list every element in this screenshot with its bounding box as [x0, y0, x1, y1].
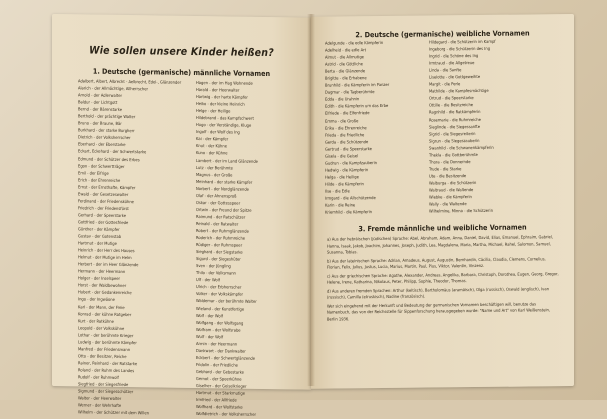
name-entry: Walter - der Heerwalter — [78, 395, 122, 402]
name-entry: Erich - der Ehrenreiche — [78, 177, 121, 183]
name-entry: Waltraud - die Waltende — [429, 187, 474, 193]
name-entry: Lutz - der Berühmte — [196, 164, 233, 171]
name-entry: Helga - die Heilige — [325, 174, 359, 180]
name-entry: Astrid - die Göttliche — [325, 61, 363, 67]
name-entry: Swanhild - die Schwanenkämpferin — [429, 144, 494, 151]
name-entry: Rosemarie - die Ruhmreiche — [429, 116, 481, 123]
name-entry: Alarich - der Allmächtige, Allherrscher — [78, 85, 149, 92]
name-entry: Holger - der Inselspeer — [78, 275, 121, 282]
name-entry: Ernst - der Ernsthafte, Kämpfer — [78, 184, 136, 190]
name-entry: Adalbert, Albert, Albrecht - Aelbrecht, Edel-, Glänzender — [78, 78, 182, 85]
name-entry: Volker - der Volkskämpfer — [196, 291, 244, 298]
name-entry: Sigmund - der Siegesschützer — [78, 388, 134, 395]
female-names-column-1 — [325, 39, 429, 216]
name-entry: Ilse - die Edle — [325, 188, 350, 194]
name-entry: Leopold - der Volkskühne — [78, 325, 125, 331]
name-entry: Fridolin - der Friedliche — [196, 361, 238, 368]
name-entry: Rudolf - der Ruhmwolf — [78, 374, 119, 380]
name-entry: Erika - die Ehrenreiche — [325, 124, 367, 131]
name-entry: Arnold - der Adlerwalter — [78, 92, 122, 99]
name-entry: Burkhard - der starke Burgherr — [78, 127, 135, 134]
name-entry: Helmut - der Mutige im Helm — [78, 254, 132, 261]
name-entry: Giselher - der Geiselkrieger — [196, 383, 247, 389]
male-names-column-1 — [78, 77, 196, 417]
name-entry: Horst - der Waldbewohner — [78, 282, 127, 289]
name-entry: Lambert - der im Land Glänzende — [196, 157, 258, 164]
name-entry: Helge - der Heilige — [196, 108, 231, 114]
name-entry: Eckbert - der Schwertglänzende — [196, 354, 256, 361]
name-entry: Walburga - die Schützerin — [429, 179, 477, 186]
right-page — [311, 14, 574, 389]
name-entry: Hartmut - der Starkmutige — [196, 390, 245, 396]
name-entry: Olaf - der Ahnensproß — [196, 192, 237, 199]
name-entry: Ulrich - der Erbherrscher — [196, 284, 242, 291]
name-entry: Kurt - der Ratkühne — [78, 317, 114, 324]
name-entry: Irmfried - der Allfriede — [196, 397, 237, 403]
name-entry: Heiko - der kleine Heinrich — [196, 101, 245, 107]
name-entry: Ingo - der Ingwäone — [78, 296, 115, 303]
name-entry: Wally - die Waltende — [429, 201, 467, 207]
name-entry: Wieland - der Kunstfertige — [196, 305, 245, 312]
name-entry: Siegfried - der Siegesfriede — [78, 381, 129, 388]
name-entry: Ortrud - die Speerstarke — [429, 95, 474, 101]
name-entry: Karl - der Mann, der Freie — [78, 303, 125, 310]
name-entry: Hedwig - die Kämpferin — [325, 166, 369, 173]
name-entry: Meinhard - der starke Kämpfer — [196, 178, 253, 185]
name-entry: Edda - die Urahnin — [325, 96, 360, 102]
name-entry: Friedrich - der Friedensfürst — [78, 205, 129, 211]
name-entry: Hartmut - der Mutige — [78, 240, 117, 246]
name-entry: Irmgard - die Allschützende — [325, 195, 376, 201]
name-entry: Ute - die Besitzende — [429, 173, 467, 179]
name-entry: Margit - die Perle — [429, 81, 461, 87]
name-entry: Konrad - der kühne Ratgeber — [78, 310, 132, 317]
name-entry: Rüdiger - der Ruhmspeer — [196, 242, 243, 248]
section-title-female: 2. Deutsche (germanische) weibliche Vornamen — [355, 28, 530, 40]
name-entry: Hubert - der Gedankenreiche — [78, 289, 132, 296]
name-entry: Edith - die Kämpferin um das Erbe — [325, 103, 389, 110]
name-entry: Harald - der Heerwalter — [196, 87, 240, 93]
name-entry: Gudrun - die Kampfzauberin — [325, 159, 377, 166]
name-entry: Bruno - der Braune, Bär — [78, 120, 122, 127]
name-entry: Ulf - der Wolf — [196, 277, 220, 283]
name-entry: Mathilde - die Kampfesmächtige — [429, 88, 489, 94]
section-title-male: 1. Deutsche (germanische) männliche Vornamen — [92, 66, 271, 79]
name-entry: Roderich - der Ruhmreiche — [196, 235, 246, 241]
name-entry: Raimund - der Ratschützer — [196, 213, 246, 220]
name-entry: Gustav - der Gotenstab — [78, 233, 122, 239]
male-names-column-2 — [196, 79, 304, 419]
name-entry: Dietrich - der Volksherrscher — [78, 134, 131, 141]
name-entry: Gottfried - der Gottesfriede — [78, 219, 129, 226]
name-entry: Karin - die Reine — [325, 202, 356, 208]
name-entry: Hilde - die Kämpferin — [325, 181, 364, 187]
name-entry: Reinald - der Ratwalter — [196, 220, 239, 227]
foreign-names-text — [327, 234, 559, 324]
name-entry: Ingeborg - die Schützerin des Ing — [429, 45, 491, 52]
name-entry: Gerda - die Schützende — [325, 138, 369, 145]
open-booklet — [52, 14, 574, 418]
left-page — [52, 14, 311, 418]
name-entry: Ludwig - der berühmte Kämpfer — [78, 339, 137, 345]
name-entry: Manfred - der Friedensmann — [78, 346, 131, 352]
name-entry: Emma - die Große — [325, 117, 359, 124]
male-names-columns — [78, 77, 304, 418]
name-entry: Sigurd - der Siegeshüter — [196, 256, 241, 262]
female-names-column-2 — [429, 37, 557, 215]
name-entry: Dagmar - die Tagberühmte — [325, 89, 375, 95]
paragraph: b) Aus der lateinischen Sprache: Adrian, Amadeus, August, Augustin, Bernhardin, Cäcilia, Claudia, Clemens, Cornelius, Florian, Felix, Julius, Justus, Lucia, Marius, Martin, Paul, Pius, Viktor, Valentin, Vinzenz. — [327, 255, 546, 270]
name-entry: Günther - der Kämpfer — [78, 226, 120, 232]
name-entry: Elfriede - die Elfenfriede — [325, 110, 370, 117]
name-entry: Sigrid - die Siegesreiterin — [429, 130, 476, 137]
name-entry: Wolf - der Wolf — [196, 312, 223, 318]
name-entry: Kriemhild - die Kämpferin — [325, 209, 372, 215]
name-entry: Kai - der Kämpfer — [196, 136, 229, 142]
name-entry: Trude - die Starke — [429, 166, 462, 172]
name-entry: Sieghard - der Siegstarke — [196, 249, 243, 255]
name-entry: Eckart, Eckehard - der Schwertstarke — [78, 148, 147, 155]
name-entry: Armin - der Heermann — [196, 340, 238, 347]
page-title: Wie sollen unsere Kinder heißen? — [89, 44, 274, 60]
name-entry: Otto - der Besitzer, Reiche — [78, 353, 127, 359]
name-entry: Berta - die Glänzende — [325, 68, 366, 74]
name-entry: Ingrid - die Schöne des Ing — [429, 53, 479, 59]
name-entry: Wilhelm - der Schützer mit dem Willen — [78, 409, 149, 416]
name-entry: Gerhard - der Speerstarke — [78, 212, 126, 218]
name-entry: Robert - der Ruhmglänzende — [196, 227, 249, 234]
name-entry: Wolfdietrich - der Volksherrscher — [196, 411, 257, 418]
name-entry: Gernot - der Speerkühne — [196, 375, 242, 382]
name-entry: Herbert - der im Heer Glänzende — [78, 261, 139, 268]
paragraph: d) Aus anderen fremden Sprachen: Arthur (keltisch), Bartholomäus (aramäisch), Olga (russisch), Oswald (englisch), Ivan (russisch), Camilla (etruskisch), Nadine (französisch). — [327, 285, 549, 300]
name-entry: Magnus - der Große — [196, 171, 233, 178]
name-entry: Adelgunde - die edle Kämpferin — [325, 39, 384, 46]
name-entry: Ewald - der Gesetzeswalter — [78, 191, 129, 197]
female-names-columns — [325, 37, 557, 216]
name-entry: Ragnhild - die Ratkämpferin — [429, 109, 481, 115]
name-entry: Almut - die Allmutige — [325, 54, 364, 60]
name-entry: Gebhard - der Gebestarke — [196, 368, 244, 375]
name-entry: Roland - der Ruhm des Landes — [78, 367, 135, 374]
name-entry: Irmtraud - die Allgetreue — [429, 60, 475, 66]
name-entry: Dankwart - der Dankwalter — [196, 347, 246, 354]
name-entry: Adelheid - die edle Art — [325, 47, 367, 53]
name-entry: Oskar - der Gottesspeer — [196, 199, 241, 206]
name-entry: Wolfgang - der Wolfsgang — [196, 319, 244, 326]
name-entry: Emil - der Eifrige — [78, 169, 109, 176]
name-entry: Ortwin - der Freund der Spitze — [196, 206, 252, 213]
name-entry: Hildegard - die Schützerin im Kampf — [429, 38, 496, 45]
name-entry: Kuno - der Kühne — [196, 150, 228, 156]
name-entry: Hagen - der im Hag Wohnende — [196, 80, 253, 86]
name-entry: Liselotte - die Gottgeweihte — [429, 74, 481, 80]
name-entry: Thora - die Donnernde — [429, 158, 471, 165]
name-entry: Hugo - der Verständige, Kluge — [196, 122, 252, 129]
name-entry: Wulf - der Wolf — [196, 333, 224, 340]
section-title-foreign: 3. Fremde männliche und weibliche Vornamen — [358, 222, 527, 234]
name-entry: Brigitte - die Erhabene — [325, 75, 367, 81]
name-entry: Edmund - der Schützer des Erbes — [78, 155, 140, 162]
paragraph: Wer sich eingehend mit der Herkunft und Bedeutung der germanischen Vornamen beschäftigen will, benutze das Namenbuch, das von der Reichsstelle für Sippenforschung herausgegeben wurde: "Name und Art" von Karl Weißenstein, Berlin 1936. — [327, 300, 551, 322]
name-entry: Sigrun - die Siegeszauberin — [429, 137, 480, 144]
name-entry: Wolfhard - der Wolfstarke — [196, 404, 243, 410]
booklet-spine — [307, 14, 315, 386]
name-entry: Hildebrand - das Kampfschwert — [196, 115, 254, 122]
name-entry: Waldemar - der berühmte Walter — [196, 298, 257, 305]
name-entry: Lothar - der berühmte Krieger — [78, 332, 134, 338]
name-entry: Sven - der Jüngling — [196, 263, 231, 269]
name-entry: Brunhild - die Kämpferin im Panzer — [325, 82, 390, 88]
name-entry: Knut - der Kühne — [196, 143, 227, 149]
name-entry: Egon - der Schwertträger — [78, 162, 125, 169]
name-entry: Hermann - der Heermann — [78, 268, 126, 275]
paragraph: c) Aus der griechischen Sprache: Agathe, Alexander, Andreas, Angelika, Barbara, Christoph, Dorothea, Eugen, Georg, Gregor, Helene, Irene, Katharina, Nikolaus, Peter, Philipp, Sophie, Theodor, Thomas. — [327, 270, 559, 285]
name-entry: Frieda - die Friedliche — [325, 131, 365, 138]
name-entry: Werner - der Wehrhafte — [78, 402, 122, 409]
name-entry: Sieglinde - die Siegessanfte — [429, 123, 481, 130]
name-entry: Bernd - der Bärenstarke — [78, 106, 123, 113]
name-entry: Thilo - der Volksmann — [196, 270, 236, 276]
name-entry: Linda - die Sanfte — [429, 67, 462, 73]
name-entry: Ottilie - die Besitzreiche — [429, 102, 474, 108]
name-entry: Berthold - der prächtige Walter — [78, 113, 136, 120]
name-entry: Ferdinand - der Friedenskühne — [78, 198, 134, 204]
name-entry: Wolfram - der Wolfsrabe — [196, 326, 241, 333]
name-entry: Norbert - der Nordglänzende — [196, 185, 249, 192]
name-entry: Eberhard - der Eberstarke — [78, 141, 126, 148]
name-entry: Heinrich - der Herr des Hauses — [78, 247, 135, 254]
name-entry: Hartwig - der harte Kämpfer — [196, 94, 248, 100]
paragraph: a) Aus der hebräischen (jüdischen) Sprache: Abel, Abraham, Adam, Anna, Daniel, David, Elias, Emanuel, Ephraim, Gabriel, Hanna, Isaak, Jakob, Joachim, Johannes, Joseph, Judith, Lea, Magdalena, Maria, Martha, Michael, Rahel, Salomon, Samuel, Susanna, Tobias. — [327, 234, 553, 255]
name-entry: Gertrud - die Speerstarke — [325, 145, 372, 152]
name-entry: Thekla - die Gottberühmte — [429, 151, 478, 158]
name-entry: Wiebke - die Kämpferin — [429, 194, 472, 200]
name-entry: Ingolf - der Wolf des Ing — [196, 129, 240, 135]
name-entry: Rainer, Reinhard - der Ratstarke — [78, 360, 138, 367]
name-entry: Wilhelmine, Minna - die Schützerin — [429, 207, 493, 214]
name-entry: Gisela - die Geisel — [325, 153, 359, 159]
name-entry: Baldur - der Lichtgott — [78, 99, 118, 106]
